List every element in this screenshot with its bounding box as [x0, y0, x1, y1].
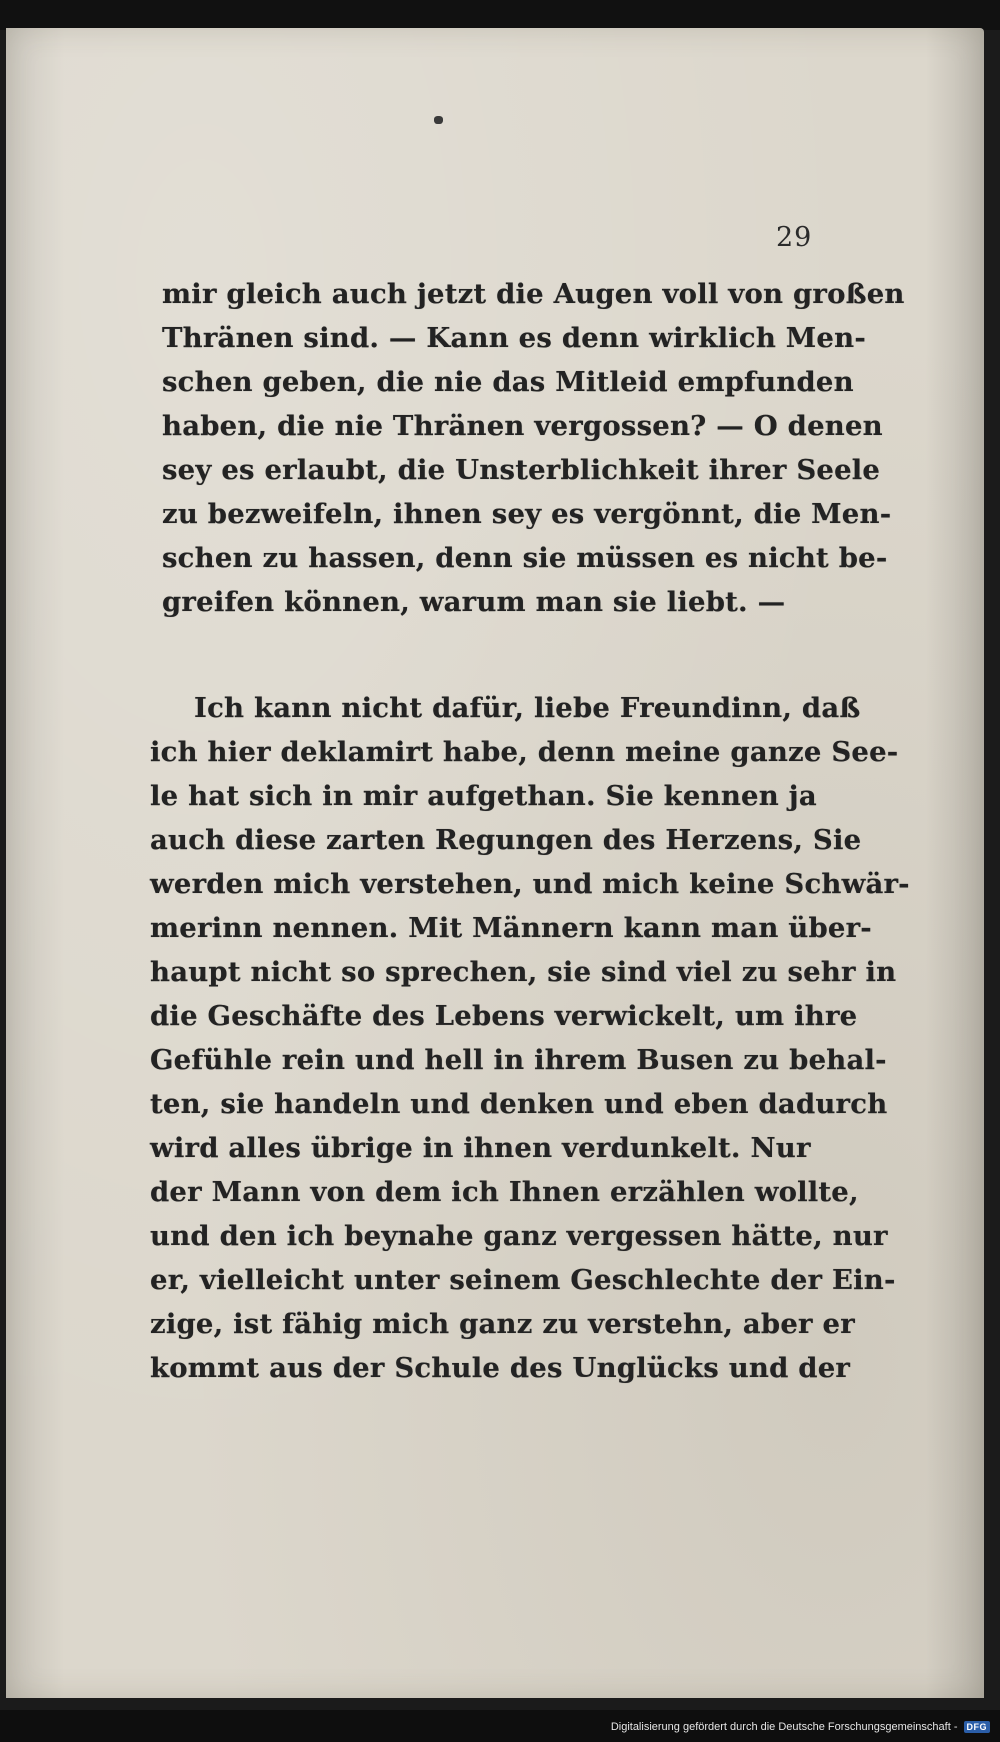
paragraph-1	[162, 272, 905, 624]
text-line: werden mich verstehen, und mich keine Schwär-	[150, 868, 910, 900]
text-line: sey es erlaubt, die Unsterblichkeit ihrer Seele	[162, 454, 881, 486]
text-line: Gefühle rein und hell in ihrem Busen zu behal-	[150, 1044, 887, 1076]
text-line: Ich kann nicht dafür, liebe Freundinn, daß	[194, 692, 861, 724]
text-line: er, vielleicht unter seinem Geschlechte der Ein-	[150, 1264, 896, 1296]
text-line: auch diese zarten Regungen des Herzens, Sie	[150, 824, 862, 856]
text-line: ten, sie handeln und denken und eben dadurch	[150, 1088, 888, 1120]
text-line: wird alles übrige in ihnen verdunkelt. Nur	[150, 1132, 811, 1164]
text-line: der Mann von dem ich Ihnen erzählen wollte,	[150, 1176, 859, 1208]
dfg-logo-icon: DFG	[964, 1721, 991, 1733]
paragraph-2	[150, 686, 910, 1390]
text-line: schen geben, die nie das Mitleid empfunden	[162, 366, 854, 398]
text-line: mir gleich auch jetzt die Augen voll von großen	[162, 278, 905, 310]
credit-text: Digitalisierung gefördert durch die Deutsche Forschungsgemeinschaft -	[610, 1721, 958, 1733]
text-line: schen zu hassen, denn sie müssen es nicht be-	[162, 542, 888, 574]
text-line: greifen können, warum man sie liebt. —	[162, 586, 786, 618]
text-line: haben, die nie Thränen vergossen? — O denen	[162, 410, 883, 442]
text-line: haupt nicht so sprechen, sie sind viel zu sehr in	[150, 956, 897, 988]
text-line: kommt aus der Schule des Unglücks und der	[150, 1352, 851, 1384]
text-line: zu bezweifeln, ihnen sey es vergönnt, die Men-	[162, 498, 892, 530]
page-number: 29	[776, 222, 813, 253]
text-line: merinn nennen. Mit Männern kann man über-	[150, 912, 872, 944]
text-line: die Geschäfte des Lebens verwickelt, um ihre	[150, 1000, 858, 1032]
digitization-credit	[611, 1721, 990, 1733]
ink-spot	[434, 116, 443, 124]
top-scan-border	[0, 0, 1000, 30]
text-line: le hat sich in mir aufgethan. Sie kennen ja	[150, 780, 817, 812]
text-line: ich hier deklamirt habe, denn meine ganze See-	[150, 736, 899, 768]
text-line: Thränen sind. — Kann es denn wirklich Men-	[162, 322, 866, 354]
text-line: zige, ist fähig mich ganz zu verstehn, aber er	[150, 1308, 855, 1340]
text-line: und den ich beynahe ganz vergessen hätte, nur	[150, 1220, 888, 1252]
